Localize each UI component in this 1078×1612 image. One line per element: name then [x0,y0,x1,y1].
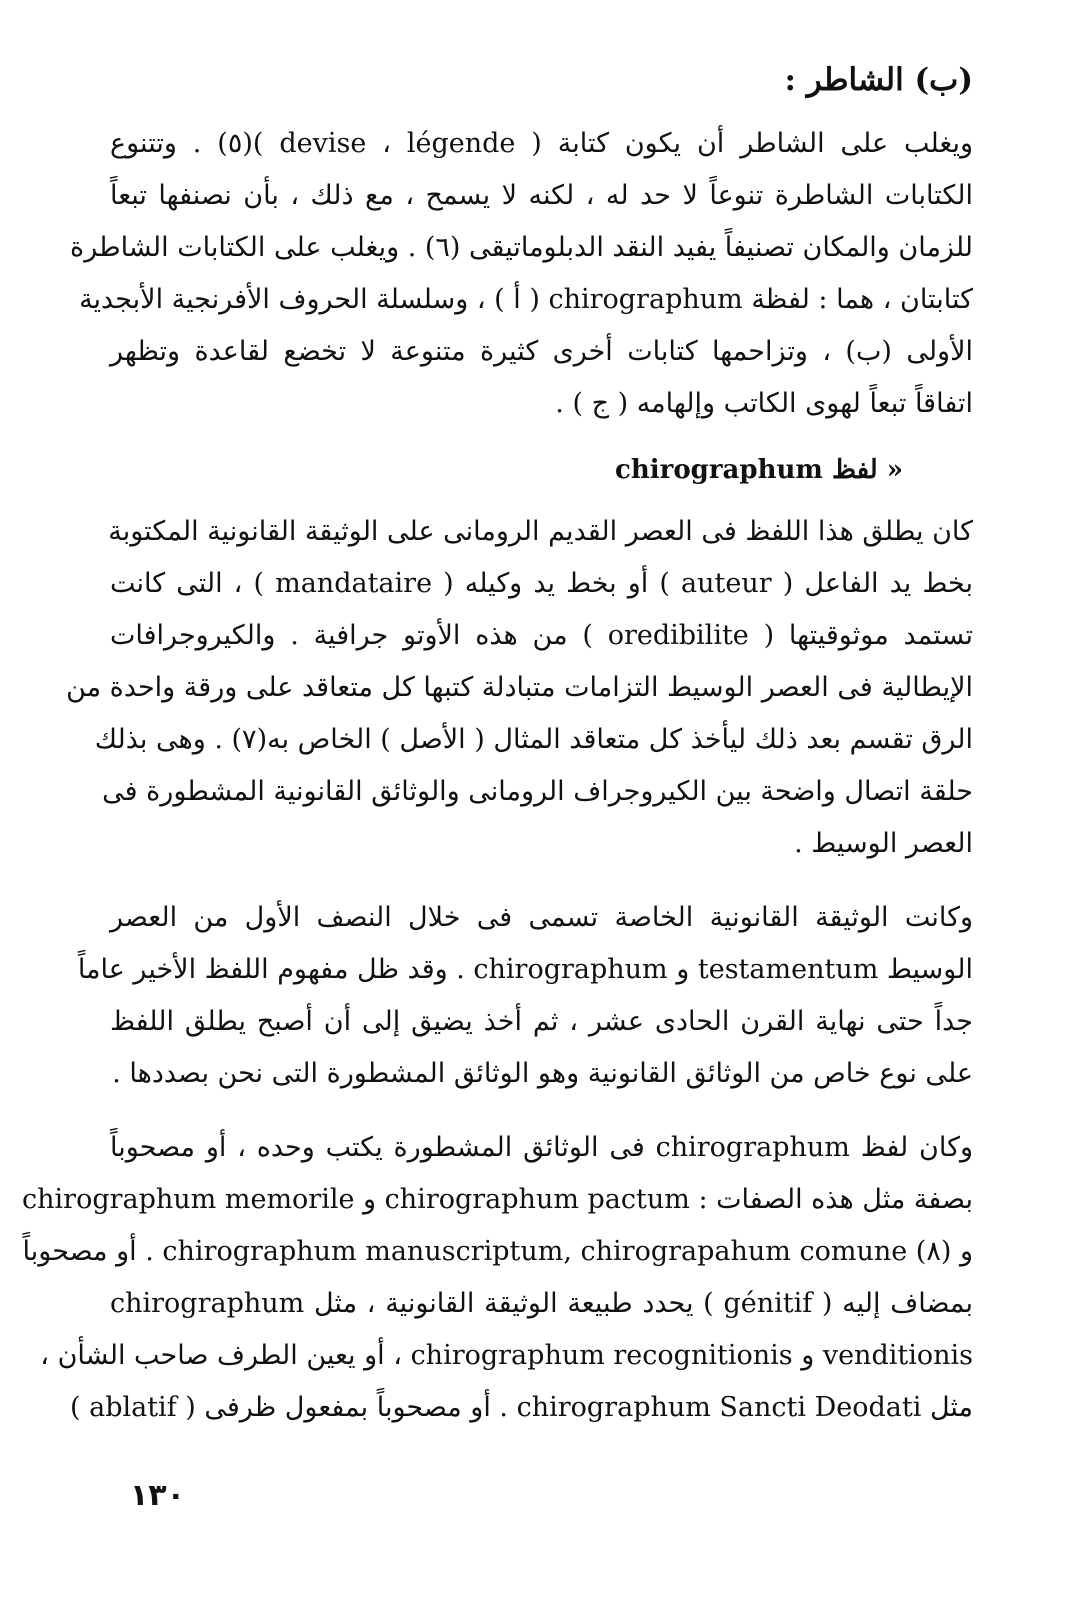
text-line: بصفة مثل هذه الصفات : chirographum pactum و chirographum memorile [22,1184,973,1215]
text-line: بمضاف إليه ( génitif ) يحدد طبيعة الوثيقة القانونية ، مثل chirographum [110,1288,973,1319]
text-line: الكتابات الشاطرة تنوعاً لا حد له ، لكنه لا يسمح ، مع ذلك ، بأن نصنفها تبعاً [110,180,973,211]
text-line: ويغلب على الشاطر أن يكون كتابة ( devise ، légende )(٥) . وتتنوع [110,128,974,159]
section-heading: (ب) الشاطر : [784,62,973,98]
text-line: الإيطالية فى العصر الوسيط التزامات متبادلة كتبها كل متعاقد على ورقة واحدة من [66,672,973,703]
text-line: الرق تقسم بعد ذلك ليأخذ كل متعاقد المثال ( الأصل ) الخاص به(٧) . وهى بذلك [94,724,973,755]
text-line: تستمد موثوقيتها ( oredibilite ) من هذه الأوتو جرافية . والكيروجرافات [110,620,973,651]
subsection-heading: « لفظ chirographum [615,455,903,485]
text-line: اتفاقاً تبعاً لهوى الكاتب وإلهامه ( ج ) . [555,388,973,419]
text-line: العصر الوسيط . [794,828,973,859]
text-line: جداً حتى نهاية القرن الحادى عشر ، ثم أخذ يضيق إلى أن أصبح يطلق اللفظ [110,1006,973,1037]
text-line: الأولى (ب) ، وتزاحمها كتابات أخرى كثيرة متنوعة لا تخضع لقاعدة وتظهر [110,336,973,367]
paragraph [77,892,973,1100]
text-line: وكانت الوثيقة القانونية الخاصة تسمى فى خلال النصف الأول من العصر [110,902,973,933]
text-line: الوسيط testamentum و chirographum . وقد ظل مفهوم اللفظ الأخير عاماً [77,954,973,985]
text-line: مثل chirographum Sancti Deodati . أو مصحوباً بمفعول ظرفى ( ablatif ) [69,1392,973,1423]
text-line: على نوع خاص من الوثائق القانونية وهو الوثائق المشطورة التى نحن بصددها . [112,1058,973,1089]
text-line: كتابتان ، هما : لفظة chirographum ( أ ) ، وسلسلة الحروف الأفرنجية الأبجدية [79,284,973,315]
paragraph [70,118,974,430]
paragraph [66,506,973,870]
text-line: venditionis و chirographum recognitionis ، أو يعين الطرف صاحب الشأن ، [40,1340,973,1371]
text-line: حلقة اتصال واضحة بين الكيروجراف الرومانى والوثائق القانونية المشطورة فى [102,776,973,807]
text-line: كان يطلق هذا اللفظ فى العصر القديم الرومانى على الوثيقة القانونية المكتوبة [108,516,973,547]
text-line: و (٨) chirographum manuscriptum, chirograpahum comune . أو مصحوباً [22,1236,973,1267]
text-line: للزمان والمكان تصنيفاً يفيد النقد الدبلوماتيقى (٦) . ويغلب على الكتابات الشاطرة [70,232,973,263]
paragraph [22,1122,973,1434]
text-line: بخط يد الفاعل ( auteur ) أو بخط يد وكيله ( mandataire ) ، التى كانت [110,568,973,599]
page-number: ١٣٠ [130,1478,185,1513]
text-line: وكان لفظ chirographum فى الوثائق المشطورة يكتب وحده ، أو مصحوباً [110,1132,973,1163]
